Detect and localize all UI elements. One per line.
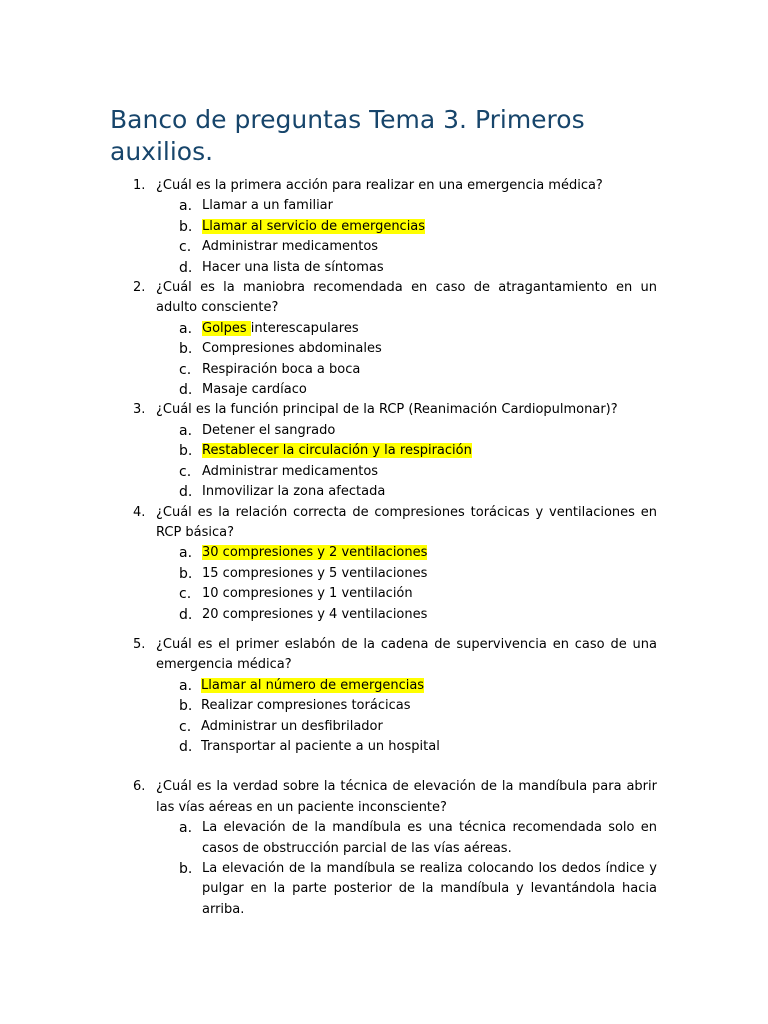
option-letter: a. xyxy=(179,422,193,439)
highlighted-answer: Llamar al número de emergencias xyxy=(201,677,425,693)
question-number: 4. xyxy=(133,504,146,520)
highlighted-answer: Llamar al servicio de emergencias xyxy=(202,218,426,234)
option-text: Masaje cardíaco xyxy=(202,382,307,398)
option-text: Golpes interescapulares xyxy=(202,320,359,336)
option-letter: d. xyxy=(179,606,193,623)
question-6 xyxy=(0,777,768,818)
option-text: Transportar al paciente a un hospital xyxy=(201,738,440,754)
option-letter: b. xyxy=(179,565,193,582)
option-5b xyxy=(0,696,768,716)
option-text: La elevación de la mandíbula se realiza colocando los dedos índice y pulgar en la parte posterior de la mandíbula y levantándola hacia arriba. xyxy=(202,861,657,917)
highlighted-answer: Golpes xyxy=(202,320,251,336)
option-text xyxy=(201,676,656,696)
option-text: Hacer una lista de síntomas xyxy=(202,259,384,275)
question-text: ¿Cuál es la maniobra recomendada en caso de atragantamiento en un adulto consciente? xyxy=(156,280,657,316)
highlighted-answer: 30 compresiones y 2 ventilaciones xyxy=(202,545,428,561)
option-text xyxy=(202,441,657,461)
option-4b xyxy=(0,564,768,584)
options-6 xyxy=(0,818,768,920)
option-letter: c. xyxy=(179,718,192,735)
spacer xyxy=(0,625,768,635)
question-2 xyxy=(0,278,768,319)
option-text xyxy=(202,217,657,237)
question-text: ¿Cuál es la primera acción para realizar en una emergencia médica? xyxy=(156,178,603,193)
option-text: 20 compresiones y 4 ventilaciones xyxy=(202,606,428,622)
option-letter: d. xyxy=(179,259,193,276)
question-text: ¿Cuál es la relación correcta de compresiones torácicas y ventilaciones en RCP básica? xyxy=(156,504,657,540)
option-1a xyxy=(0,196,768,216)
question-number: 3. xyxy=(133,402,146,418)
option-text: Administrar medicamentos xyxy=(202,239,379,255)
option-letter: b. xyxy=(179,218,193,235)
option-letter: c. xyxy=(179,361,192,378)
question-number: 2. xyxy=(133,280,146,296)
option-1d xyxy=(0,258,768,278)
option-text: Realizar compresiones torácicas xyxy=(201,698,411,714)
option-text: 15 compresiones y 5 ventilaciones xyxy=(202,565,428,581)
option-letter: a. xyxy=(179,198,193,215)
option-letter: a. xyxy=(179,820,193,837)
option-2c xyxy=(0,360,768,380)
option-letter: c. xyxy=(179,586,192,603)
option-1c xyxy=(0,237,768,257)
option-6a xyxy=(0,818,768,859)
question-1 xyxy=(0,176,768,196)
option-letter: c. xyxy=(179,463,192,480)
options-1 xyxy=(0,196,768,278)
option-text: 10 compresiones y 1 ventilación xyxy=(202,586,413,602)
option-letter: d. xyxy=(179,382,193,399)
option-6b xyxy=(0,859,768,920)
option-text: Detener el sangrado xyxy=(202,422,336,438)
highlighted-answer: Restablecer la circulación y la respiración xyxy=(202,443,472,459)
option-text: Administrar un desfibrilador xyxy=(201,718,383,734)
option-text: Administrar medicamentos xyxy=(202,463,379,479)
option-3a xyxy=(0,421,768,441)
question-number: 1. xyxy=(133,178,146,193)
option-2d xyxy=(0,380,768,400)
spacer xyxy=(0,757,768,777)
option-4a xyxy=(0,543,768,563)
option-text xyxy=(202,543,657,563)
option-letter: b. xyxy=(179,341,193,358)
question-list xyxy=(0,176,768,920)
option-2b xyxy=(0,339,768,359)
option-letter: a. xyxy=(179,320,193,337)
option-letter: b. xyxy=(179,698,193,715)
option-5d xyxy=(0,737,768,757)
option-letter: c. xyxy=(179,239,192,256)
question-number: 5. xyxy=(133,636,146,652)
option-4d xyxy=(0,605,768,625)
option-letter: d. xyxy=(179,738,193,755)
option-5c xyxy=(0,717,768,737)
question-4 xyxy=(0,503,768,544)
question-text: ¿Cuál es el primer eslabón de la cadena de supervivencia en caso de una emergencia médica? xyxy=(156,636,657,673)
option-2a xyxy=(0,319,768,339)
question-text: ¿Cuál es la verdad sobre la técnica de elevación de la mandíbula para abrir las vías aéreas en un paciente inconsciente? xyxy=(156,779,657,815)
option-letter: b. xyxy=(179,443,193,460)
question-text: ¿Cuál es la función principal de la RCP (Reanimación Cardiopulmonar)? xyxy=(156,402,618,418)
option-text: Llamar a un familiar xyxy=(202,198,333,214)
option-text: Compresiones abdominales xyxy=(202,341,382,357)
options-2 xyxy=(0,319,768,401)
option-3b xyxy=(0,441,768,461)
question-3 xyxy=(0,400,768,420)
document-title: Banco de preguntas Tema 3. Primeros auxilios. xyxy=(110,105,585,166)
option-4c xyxy=(0,584,768,604)
option-5a xyxy=(0,676,768,696)
question-number: 6. xyxy=(133,779,146,795)
options-4 xyxy=(0,543,768,625)
option-1b xyxy=(0,217,768,237)
option-text: Inmovilizar la zona afectada xyxy=(202,484,386,500)
question-5 xyxy=(0,635,768,676)
option-letter: b. xyxy=(179,861,193,877)
option-text: La elevación de la mandíbula es una técnica recomendada solo en casos de obstrucción parcial de las vías aéreas. xyxy=(202,820,657,856)
option-3c xyxy=(0,462,768,482)
options-5 xyxy=(0,676,768,758)
option-text: Respiración boca a boca xyxy=(202,361,361,377)
option-3d xyxy=(0,482,768,502)
options-3 xyxy=(0,421,768,503)
option-letter: a. xyxy=(179,677,193,694)
option-letter: a. xyxy=(179,545,193,562)
option-letter: d. xyxy=(179,484,193,501)
